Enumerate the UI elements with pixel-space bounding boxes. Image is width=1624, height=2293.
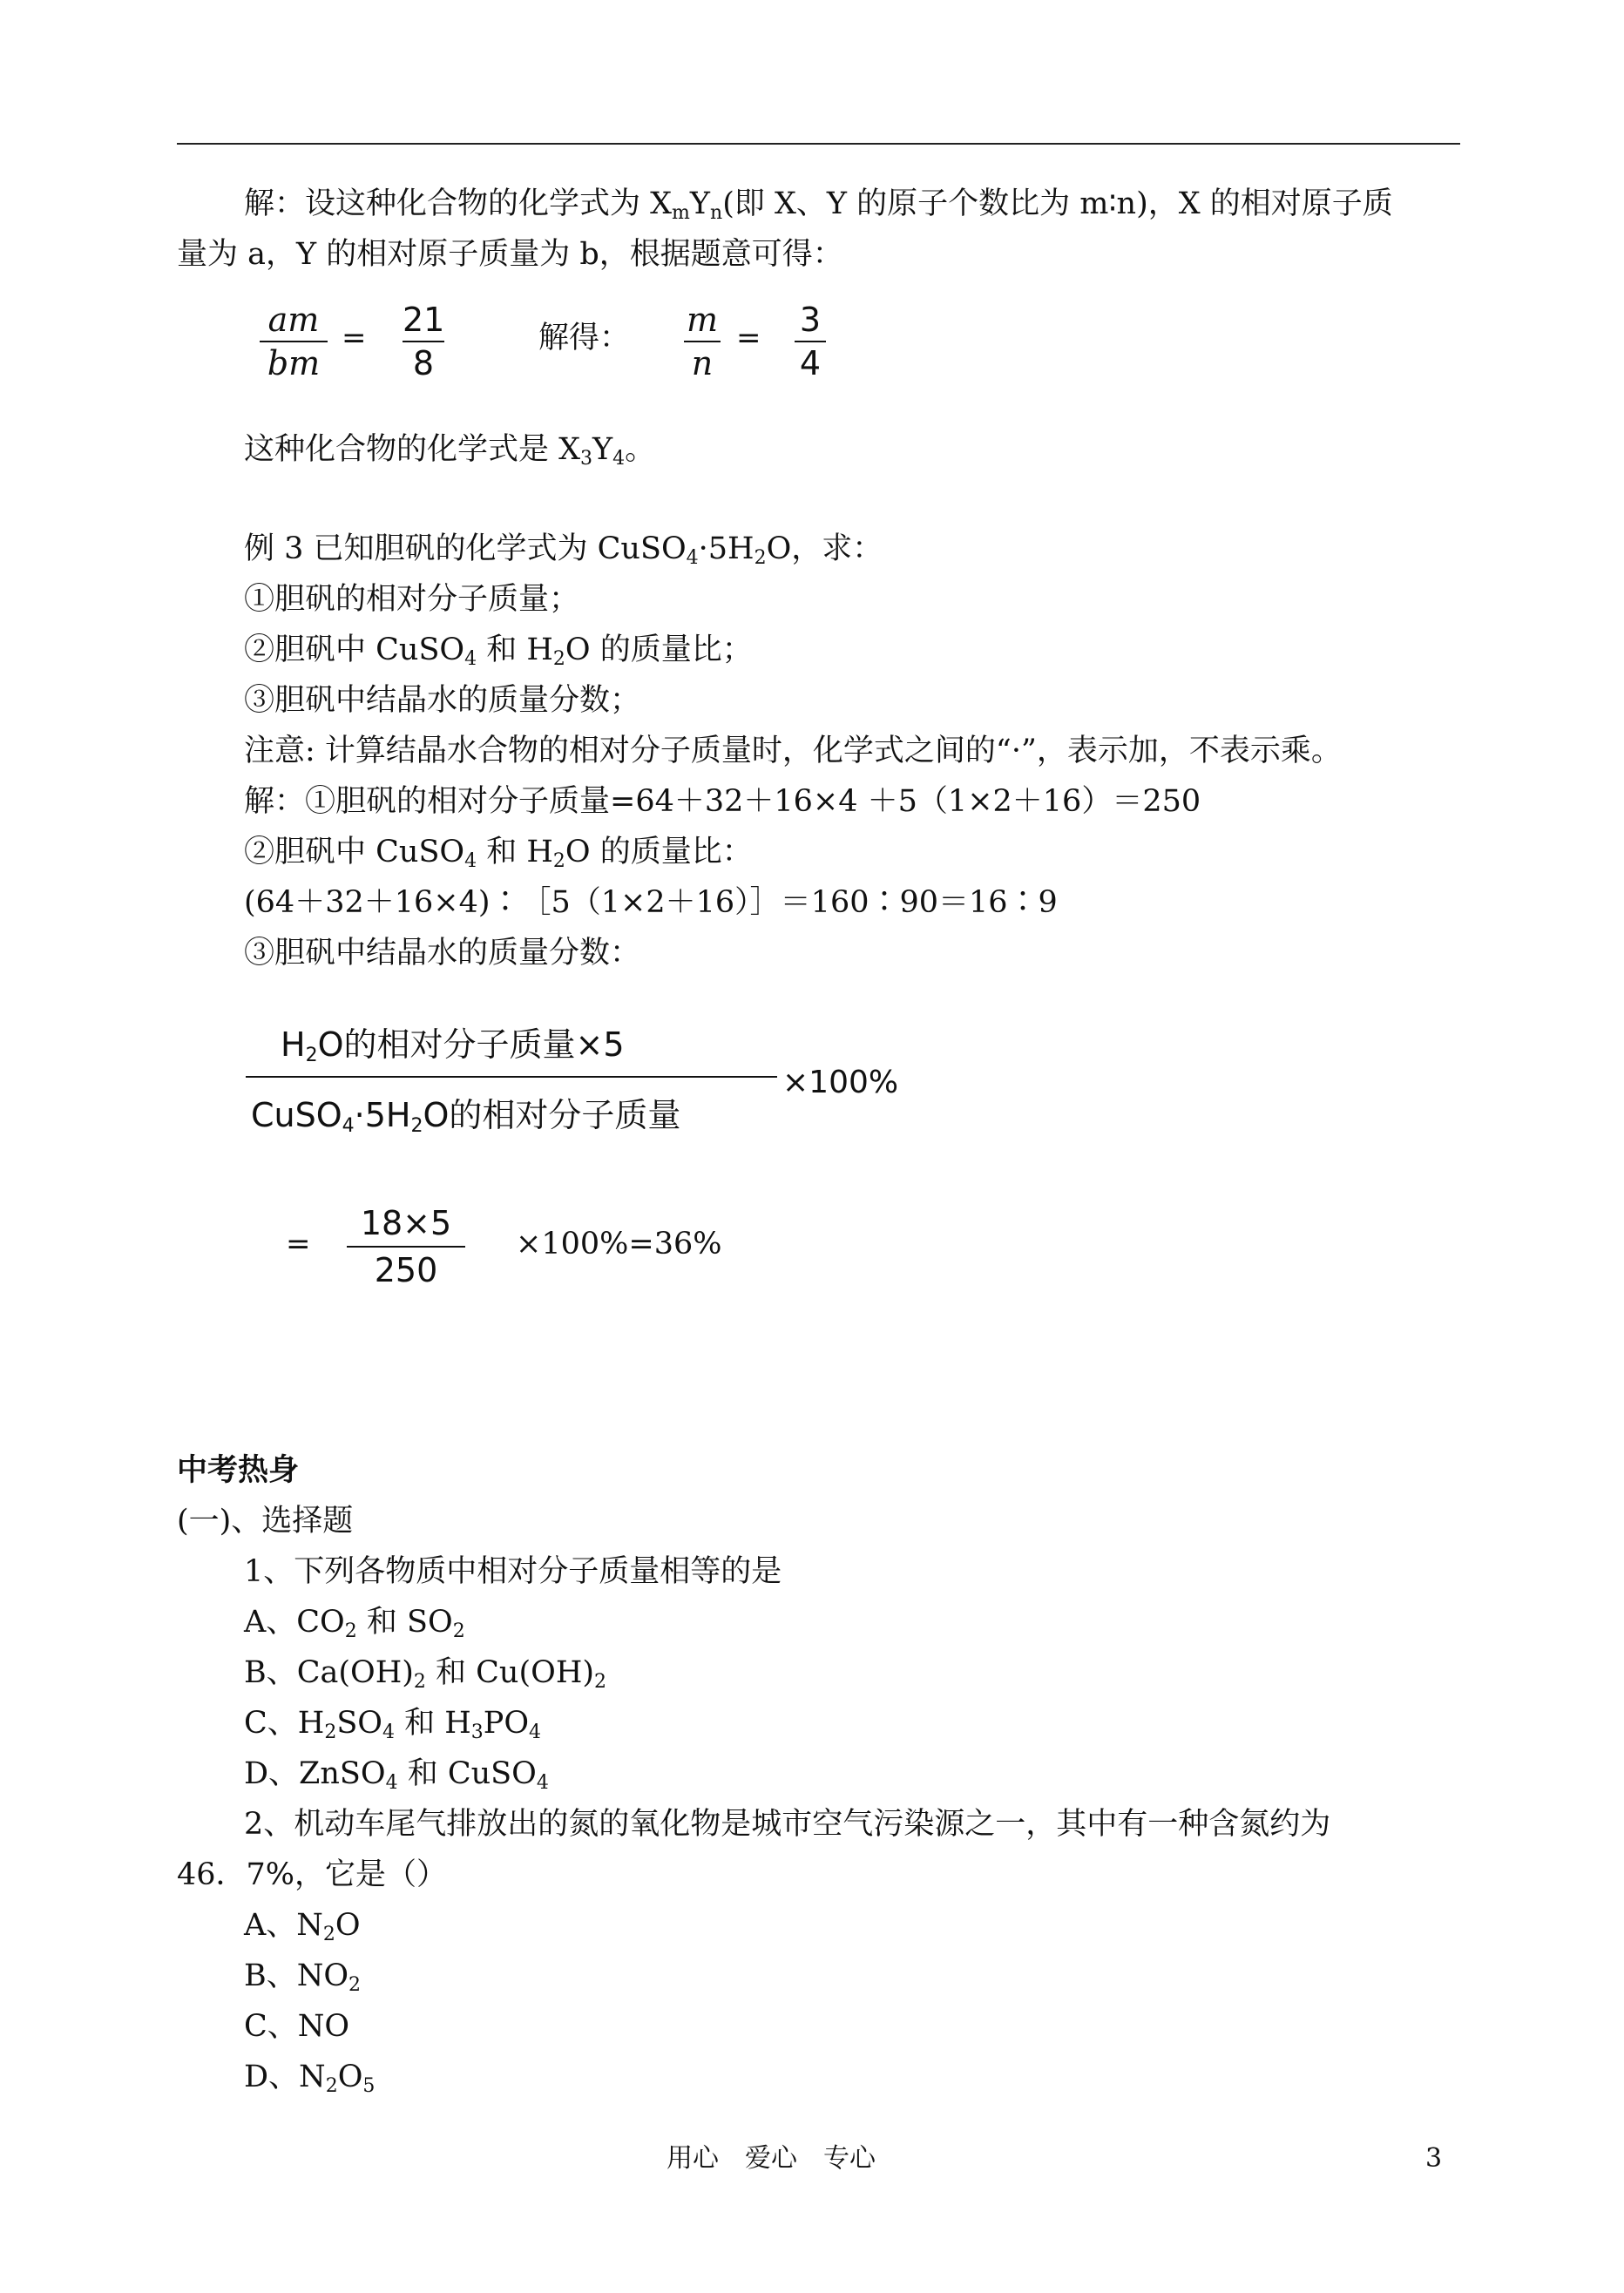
question-1-option-c: C、$H_2SO_4$ 和 $H_3PO_4$ [244,1706,542,1743]
fraction-18x5-250: 18×5 250 [347,1204,465,1289]
solve-label: 解得： [538,321,631,355]
question-2-option-d: D、$N_2O_5$ [244,2060,376,2097]
header-rule [177,143,1460,145]
equals-sign: = [736,321,761,355]
example3-question-2: ②胆矾中 CuSO$_4$ 和 $H_2O$ 的质量比； [244,632,753,670]
question-2-option-a: A、$N_2O$ [244,1908,361,1945]
example3-note: 注意: 计算结晶水合物的相对分子质量时，化学式之间的“·”，表示加，不表示乘。 [244,734,1342,768]
fraction-3-4: 3 4 [795,301,826,382]
solution-line-2: 量为 a，Y 的相对原子质量为 b，根据题意可得： [177,237,843,272]
equals-sign: = [286,1227,311,1261]
example3-question-1: ①胆矾的相对分子质量； [244,582,580,617]
example3-title: 例 3 已知胆矾的化学式为 $CuSO_4\cdot 5H_2O$，求： [244,531,883,569]
section-part-1: (一)、选择题 [177,1504,354,1539]
question-1-option-d: D、ZnSO$_4$ 和 CuSO$_4$ [244,1756,549,1794]
solution-line-1: 解：设这种化合物的化学式为 $X_mY_n$(即 X、Y 的原子个数比为 m∶n)，X 的相对原子质 [244,186,1393,224]
question-2-option-b: B、$NO_2$ [244,1958,362,1996]
question-1-option-a: A、$CO_2$ 和 $SO_2$ [244,1605,465,1642]
times-100-percent: ×100% [782,1065,899,1100]
footer-motto: 用心 爱心 专心 [667,2143,876,2174]
equals-sign: = [342,321,367,355]
example3-answer-2-calc: (64＋32＋16×4)∶［5（1×2＋16）］＝160∶90＝16∶9 [244,885,1058,920]
example3-question-3: ③胆矾中结晶水的质量分数； [244,683,641,718]
mass-fraction-formula: $H_2O$的相对分子质量×5 $CuSO_4\cdot 5H_2O$的相对分子质量 [246,1018,777,1136]
example3-answer-3: ③胆矾中结晶水的质量分数： [244,936,641,971]
question-2-line-2: 46．7%，它是（） [177,1857,448,1892]
page-number: 3 [1425,2143,1443,2174]
question-2-line-1: 2、机动车尾气排放出的氮的氧化物是城市空气污染源之一，其中有一种含氮约为 [244,1807,1331,1842]
question-1: 1、下列各物质中相对分子质量相等的是 [244,1554,782,1589]
example3-answer-2: ②胆矾中 CuSO$_4$ 和 $H_2O$ 的质量比： [244,835,753,872]
solution-conclusion: 这种化合物的化学式是 $X_3Y_4$。 [244,432,656,470]
question-1-option-b: B、$Ca(OH)_2$ 和 $Cu(OH)_2$ [244,1655,607,1693]
fraction-21-8: 21 8 [403,301,445,382]
example3-answer-1: 解：①胆矾的相对分子质量=64＋32＋16×4 ＋5（1×2＋16）＝250 [244,784,1201,819]
fraction-am-bm: am bm [260,301,328,382]
fraction-m-n: m n [684,301,721,382]
section-title: 中考热身 [177,1452,300,1488]
result-36-percent: ×100%=36% [516,1227,722,1261]
question-2-option-c: C、NO [244,2009,350,2044]
